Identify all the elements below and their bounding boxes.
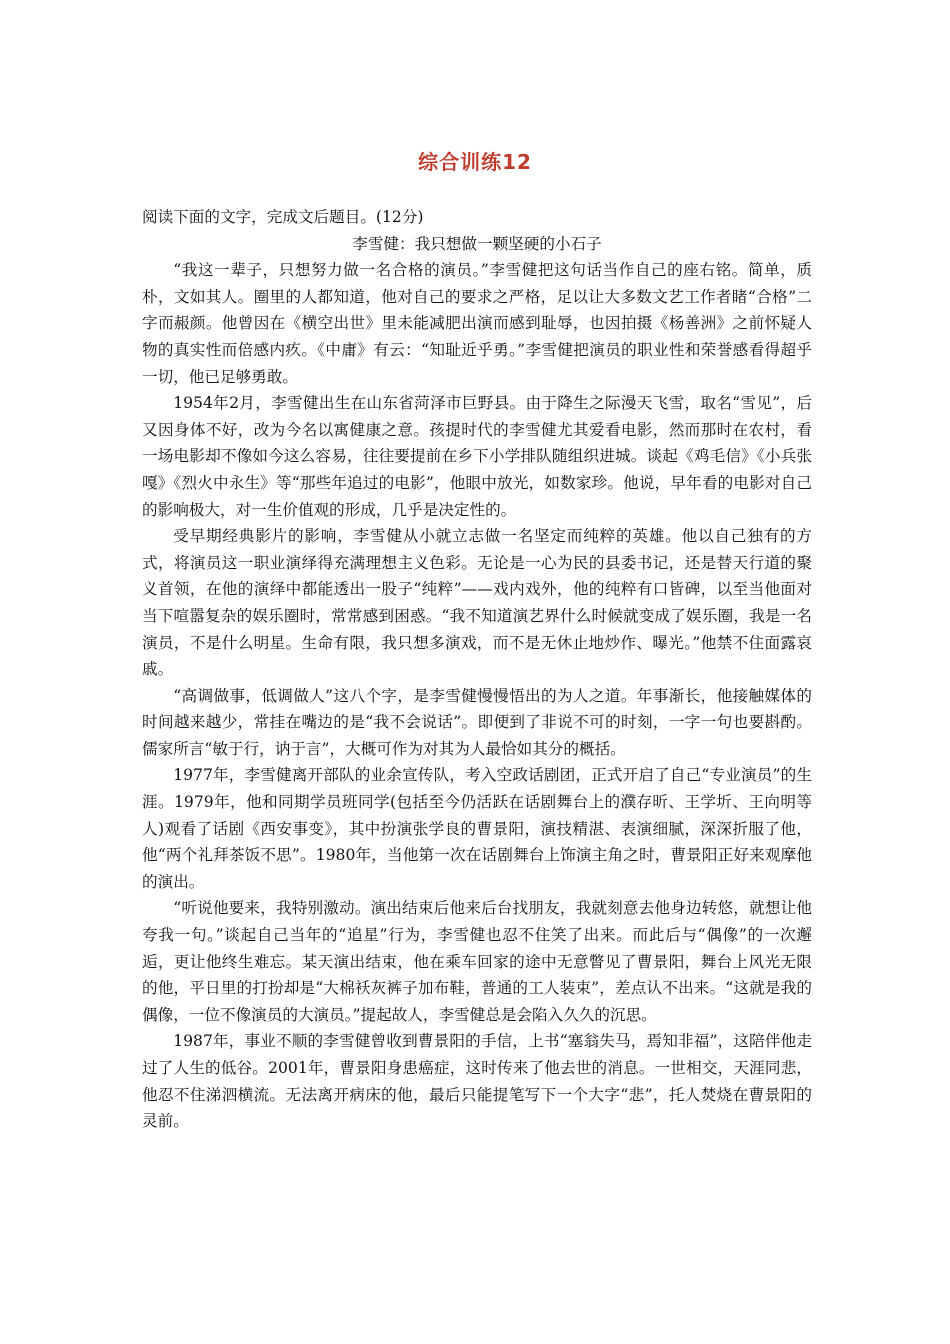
article-paragraph-5: 1977年，李雪健离开部队的业余宣传队，考入空政话剧团，正式开启了自己“专业演员”的生涯。1979年，他和同期学员班同学(包括至今仍活跃在话剧舞台上的濮存昕、王学圻、王向明等人)观看了话剧《西安事变》，其中扮演张学良的曹景阳，演技精湛、表演细腻，深深折服了他，他“两个礼拜茶饭不思”。1980年，当他第一次在话剧舞台上饰演主角之时，曹景阳正好来观摩他的演出。 <box>142 766 812 891</box>
article-paragraph-3: 受早期经典影片的影响，李雪健从小就立志做一名坚定而纯粹的英雄。他以自己独有的方式，将演员这一职业演绎得充满理想主义色彩。无论是一心为民的县委书记，还是替天行道的聚义首领，在他的演绎中都能透出一股子“纯粹”——戏内戏外，他的纯粹有口皆碑，以至当他面对当下喧嚣复杂的娱乐圈时，常常感到困惑。“我不知道演艺界什么时候就变成了娱乐圈，我是一名演员，不是什么明星。生命有限，我只想多演戏，而不是无休止地炒作、曝光。”他禁不住面露哀戚。 <box>142 527 812 679</box>
article-paragraph-7: 1987年，事业不顺的李雪健曾收到曹景阳的手信，上书“塞翁失马，焉知非福”，这陪伴他走过了人生的低谷。2001年，曹景阳身患癌症，这时传来了他去世的消息。一世相交，天涯同悲，他忍不住涕泗横流。无法离开病床的他，最后只能提笔写下一个大字“悲”，托人焚烧在曹景阳的灵前。 <box>142 1032 812 1131</box>
article-paragraph-2: 1954年2月，李雪健出生在山东省菏泽市巨野县。由于降生之际漫天飞雪，取名“雪见”，后又因身体不好，改为今名以寓健康之意。孩提时代的李雪健尤其爱看电影，然而那时在农村，看一场电影却不像如今这么容易，往往要提前在乡下小学排队随组织进城。谈起《鸡毛信》《小兵张嘎》《烈火中永生》等“那些年追过的电影”，他眼中放光，如数家珍。他说，早年看的电影对自己的影响极大，对一生价值观的形成，几乎是决定性的。 <box>142 394 812 519</box>
article-paragraph-4: “高调做事，低调做人”这八个字，是李雪健慢慢悟出的为人之道。年事渐长，他接触媒体的时间越来越少，常挂在嘴边的是“我不会说话”。即便到了非说不可的时刻，一字一句也要斟酌。儒家所言“敏于行，讷于言”，大概可作为对其为人最恰如其分的概括。 <box>142 686 812 758</box>
page-title: 综合训练12 <box>418 150 532 174</box>
article-paragraph-1: “我这一辈子，只想努力做一名合格的演员。”李雪健把这句话当作自己的座右铭。简单，质朴，文如其人。圈里的人都知道，他对自己的要求之严格，足以让大多数文艺工作者睹“合格”二字而赧颜。他曾因在《横空出世》里未能减肥出演而感到耻辱，也因拍摄《杨善洲》之前怀疑人物的真实性而倍感内疚。《中庸》有云：“知耻近乎勇。”李雪健把演员的职业性和荣誉感看得超乎一切，他已足够勇敢。 <box>142 261 812 386</box>
article-paragraph-6: “听说他要来，我特别激动。演出结束后他来后台找朋友，我就刻意去他身边转悠，就想让他夸我一句。”谈起自己当年的“追星”行为，李雪健也忍不住笑了出来。而此后与“偶像”的一次邂逅，更让他终生难忘。某天演出结束，他在乘车回家的途中无意瞥见了曹景阳，舞台上风光无限的他，平日里的打扮却是“大棉袄灰裤子加布鞋，普通的工人装束”，差点认不出来。“这就是我的偶像，一位不像演员的大演员。”提起故人，李雪健总是会陷入久久的沉思。 <box>142 899 812 1024</box>
document-body <box>142 204 812 1135</box>
article-title: 李雪健：我只想做一颗坚硬的小石子 <box>352 234 602 253</box>
question-instruction: 阅读下面的文字，完成文后题目。(12分) <box>142 208 424 226</box>
